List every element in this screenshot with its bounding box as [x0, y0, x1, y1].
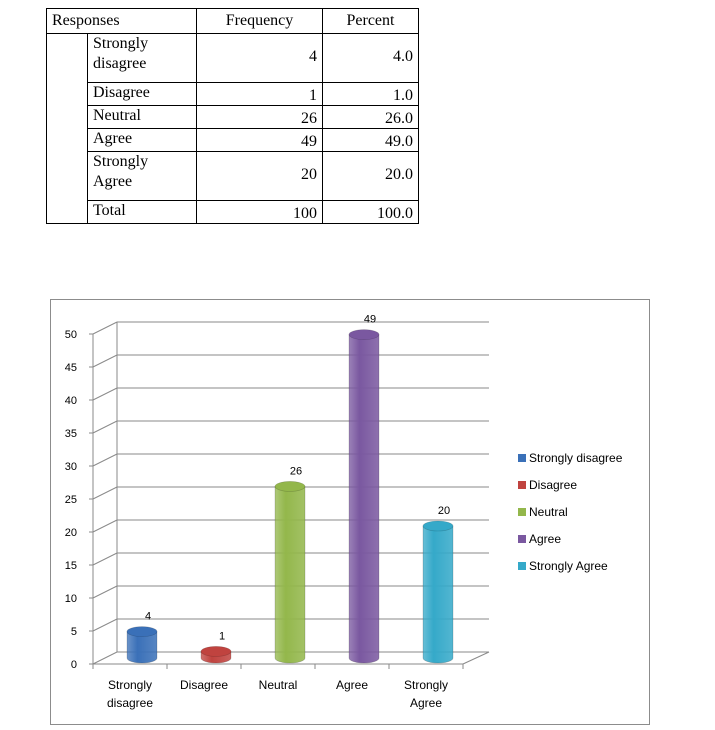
- data-label: 1: [218, 630, 226, 643]
- x-tick-label: Agree: [335, 678, 369, 692]
- legend-label: Disagree: [529, 478, 578, 492]
- bar-body: [275, 486, 305, 663]
- y-tick-label: 20: [64, 527, 77, 539]
- gridline-depth: [93, 355, 117, 367]
- bar: [349, 330, 379, 663]
- row-frequency: 1: [197, 83, 323, 106]
- gridline-depth: [93, 520, 117, 532]
- table-header-row: [47, 9, 419, 34]
- row-frequency: 100: [197, 201, 323, 224]
- row-frequency: 26: [197, 106, 323, 129]
- y-tick-label: 50: [64, 329, 77, 341]
- header-frequency: Frequency: [197, 9, 323, 34]
- row-frequency: 20: [197, 152, 323, 201]
- table-row: [47, 83, 419, 106]
- x-tick-label: disagree: [106, 696, 154, 710]
- row-label: Strongly Agree: [88, 152, 197, 201]
- gridline-depth: [93, 553, 117, 565]
- y-tick-label: 35: [64, 428, 77, 440]
- legend-swatch: [518, 562, 526, 570]
- header-responses: Responses: [47, 9, 197, 34]
- row-label: Agree: [88, 129, 197, 152]
- chart-frame: [50, 299, 650, 725]
- row-label: Total: [88, 201, 197, 224]
- bar-body: [423, 526, 453, 663]
- x-tick-label: Neutral: [258, 678, 298, 692]
- row-label: Disagree: [88, 83, 197, 106]
- bar-top: [201, 646, 231, 656]
- data-label: 20: [437, 505, 451, 517]
- x-tick-label: Strongly: [107, 678, 153, 692]
- row-percent: 4.0: [323, 34, 419, 83]
- x-tick-label: Agree: [409, 696, 443, 710]
- row-percent: 1.0: [323, 83, 419, 106]
- legend-swatch: [518, 508, 526, 516]
- legend-swatch: [518, 535, 526, 543]
- table-row: [47, 34, 419, 83]
- legend-label: Agree: [529, 532, 562, 546]
- header-percent: Percent: [323, 9, 419, 34]
- y-tick-label: 25: [64, 494, 77, 506]
- y-tick-label: 0: [70, 659, 77, 671]
- row-percent: 100.0: [323, 201, 419, 224]
- frequency-table: [46, 8, 419, 224]
- data-label: 4: [144, 610, 152, 623]
- responses-spacer-cell: [47, 34, 88, 224]
- gridline-depth: [93, 421, 117, 433]
- y-tick-label: 15: [64, 560, 77, 572]
- floor-right-edge: [463, 652, 489, 664]
- y-tick-label: 5: [70, 626, 77, 638]
- legend-label: Neutral: [529, 505, 568, 519]
- row-frequency: 4: [197, 34, 323, 83]
- bar: [423, 521, 453, 663]
- legend-swatch: [518, 454, 526, 462]
- bar: [201, 646, 231, 663]
- row-frequency: 49: [197, 129, 323, 152]
- table-row: [47, 201, 419, 224]
- gridline-depth: [93, 454, 117, 466]
- table-row: [47, 106, 419, 129]
- row-label: Neutral: [88, 106, 197, 129]
- x-tick-label: Disagree: [179, 678, 229, 692]
- data-label: 26: [289, 465, 303, 478]
- bar-top: [127, 627, 157, 637]
- bar-body: [349, 335, 379, 663]
- table-row: [47, 129, 419, 152]
- row-percent: 49.0: [323, 129, 419, 152]
- gridline-depth: [93, 388, 117, 400]
- gridline-depth: [93, 619, 117, 631]
- bar-top: [349, 330, 379, 340]
- gridline-depth: [93, 652, 117, 664]
- row-label: Strongly disagree: [88, 34, 197, 83]
- legend-swatch: [518, 481, 526, 489]
- x-tick-label: Strongly: [403, 678, 449, 692]
- y-tick-label: 45: [64, 362, 77, 374]
- legend-label: Strongly disagree: [529, 451, 623, 465]
- legend-label: Strongly Agree: [529, 559, 608, 573]
- data-label: 49: [363, 313, 377, 326]
- bar-chart: [51, 300, 649, 724]
- gridline-depth: [93, 487, 117, 499]
- gridline-depth: [93, 586, 117, 598]
- y-tick-label: 30: [64, 461, 77, 473]
- bar-top: [423, 521, 453, 531]
- row-percent: 20.0: [323, 152, 419, 201]
- bar: [275, 481, 305, 663]
- y-tick-label: 10: [64, 593, 77, 605]
- y-tick-label: 40: [64, 395, 77, 407]
- gridline-depth: [93, 322, 117, 334]
- row-percent: 26.0: [323, 106, 419, 129]
- table-row: [47, 152, 419, 201]
- bar: [127, 627, 157, 663]
- bar-top: [275, 481, 305, 491]
